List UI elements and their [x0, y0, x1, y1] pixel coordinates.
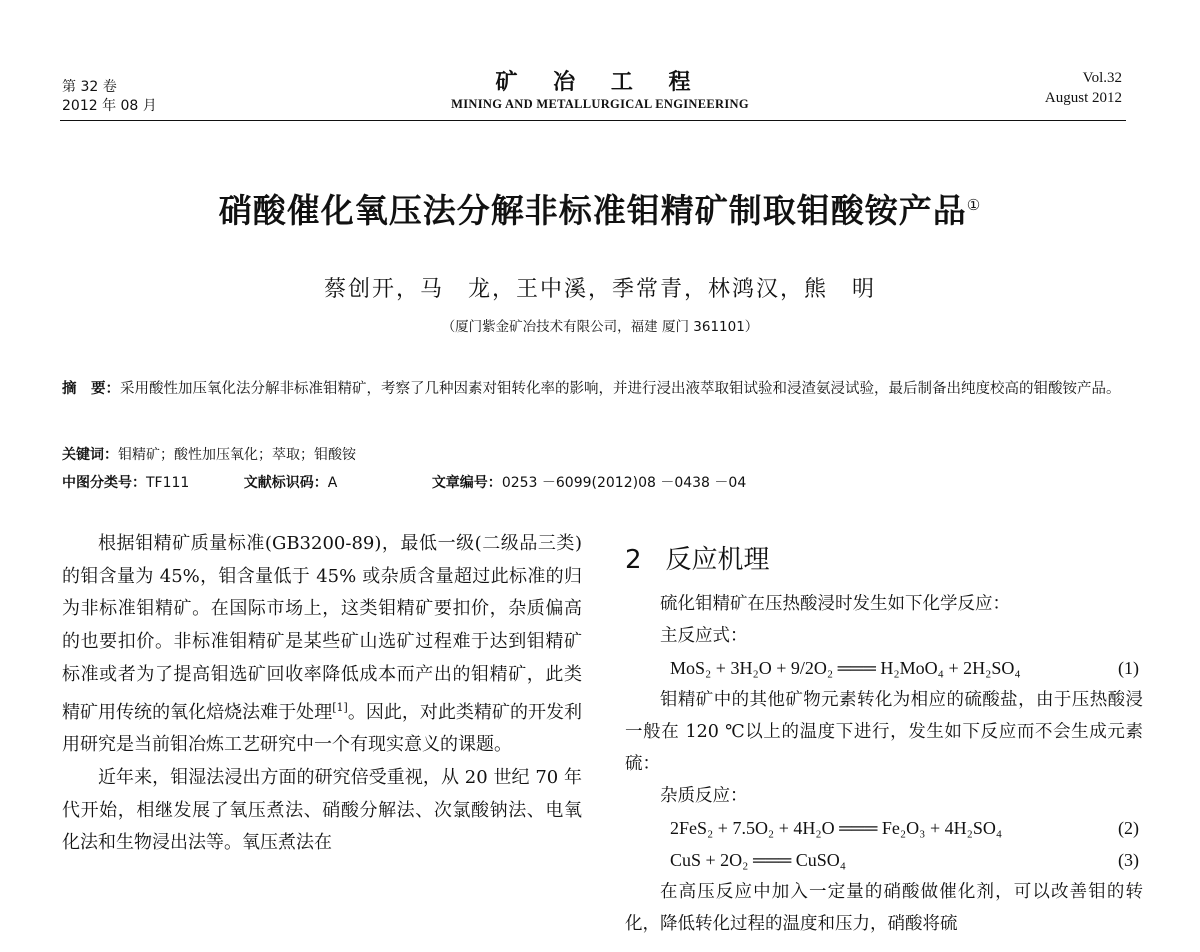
authors: 蔡创开，马 龙，王中溪，季常青，林鸿汉，熊 明 [323, 277, 876, 302]
clc-label: 中图分类号： [62, 475, 146, 491]
section-title: 反应机理 [665, 545, 770, 575]
right-column [625, 544, 1143, 940]
doc-code-label: 文献标识码： [243, 475, 328, 491]
section-paragraph: 钼精矿中的其他矿物元素转化为相应的硫酸盐，由于压热酸浸一般在 120 ℃以上的温度下进行，发生如下反应而不会生成元素硫： [625, 690, 1143, 774]
impurity-reaction-label: 杂质反应： [660, 786, 748, 806]
date-cn: 2012 年 08 月 [62, 98, 157, 114]
equation-2-number: (2) [1118, 818, 1139, 838]
equation-2 [625, 812, 1143, 844]
equation-3 [625, 844, 1143, 876]
header-rule [60, 120, 1126, 121]
article-no-label: 文章编号： [431, 475, 502, 491]
equation-1 [625, 652, 1143, 684]
clc-value: TF111 [146, 475, 190, 491]
section-2-heading [625, 544, 1143, 576]
equation-1-text: MoS₂ + 3H₂O + 9/2O₂ ═══ H₂MoO₄ + 2H₂SO₄ [670, 658, 1021, 678]
affiliation: （厦门紫金矿冶技术有限公司，福建 厦门 361101） [441, 319, 759, 335]
journal-name-cn: 矿 冶 工 程 [495, 69, 705, 95]
abstract [62, 375, 1142, 403]
header-volume-cn [62, 78, 157, 116]
header-volume-en [1045, 68, 1122, 108]
intro-paragraph-2: 近年来，钼湿法浸出方面的研究倍受重视，从 20 世纪 70 年代开始，相继发展了氧压煮法、硝酸分解法、次氯酸钠法、电氧化法和生物浸出法等。氧压煮法在 [62, 766, 582, 854]
section-last-paragraph: 在高压反应中加入一定量的硝酸做催化剂，可以改善钼的转化，降低转化过程的温度和压力，硝酸将硫 [625, 882, 1143, 934]
main-reaction-label: 主反应式： [660, 626, 748, 646]
equation-3-number: (3) [1118, 850, 1139, 870]
left-column [62, 528, 582, 860]
intro-paragraph-1-text: 根据钼精矿质量标准(GB3200-89)，最低一级(二级品三类)的钼含量为 45%，钼含量低于 45% 或杂质含量超过此标准的归为非标准钼精矿。在国际市场上，这类钼精矿要扣价，杂质偏高的也要扣价。非标准钼精矿是某些矿山选矿过程难于达到钼精矿标准或者为了提高钼选矿回收率降低成本而产出的钼精矿，此类精矿用传统的氧化焙烧法难于处理 [62, 533, 582, 723]
article-no-value: 0253 －6099(2012)08 －0438 －04 [501, 475, 747, 491]
intro-paragraph-1-end: 。因此，对此类精矿的开发利用研究是当前钼冶炼工艺研究中一个有现实意义的课题。 [62, 701, 582, 756]
abstract-label: 摘 要： [62, 381, 120, 397]
section-intro: 硫化钼精矿在压热酸浸时发生如下化学反应： [660, 594, 1010, 614]
journal-name-en: MINING AND METALLURGICAL ENGINEERING [451, 97, 749, 111]
intro-paragraph-1 [62, 528, 582, 762]
article-meta [62, 441, 1142, 497]
equation-1-number: (1) [1118, 658, 1139, 678]
section-number: 2 [625, 545, 642, 575]
date-en: August 2012 [1044, 90, 1122, 106]
keywords-row [62, 441, 1142, 469]
journal-name [400, 68, 800, 112]
volume-cn: 第 32 卷 [62, 79, 117, 95]
citation-1: [1] [332, 700, 348, 714]
doc-code-value: A [327, 475, 338, 491]
title-footnote-mark: ① [966, 196, 982, 214]
abstract-text: 采用酸性加压氧化法分解非标准钼精矿，考察了几种因素对钼转化率的影响，并进行浸出液萃取钼试验和浸渣氨浸试验，最后制备出纯度校高的钼酸铵产品。 [120, 381, 1121, 397]
paper-title [0, 185, 1200, 232]
equation-2-text: 2FeS₂ + 7.5O₂ + 4H₂O ═══ Fe₂O₃ + 4H₂SO₄ [670, 818, 1003, 838]
paper-title-text: 硝酸催化氧压法分解非标准钼精矿制取钼酸铵产品 [218, 191, 967, 230]
equation-3-text: CuS + 2O₂ ═══ CuSO₄ [670, 850, 846, 870]
classification-row [62, 469, 1142, 497]
volume-en: Vol.32 [1082, 70, 1122, 86]
keywords-text: 钼精矿；酸性加压氧化；萃取；钼酸铵 [118, 447, 356, 463]
keywords-label: 关键词： [62, 447, 118, 463]
